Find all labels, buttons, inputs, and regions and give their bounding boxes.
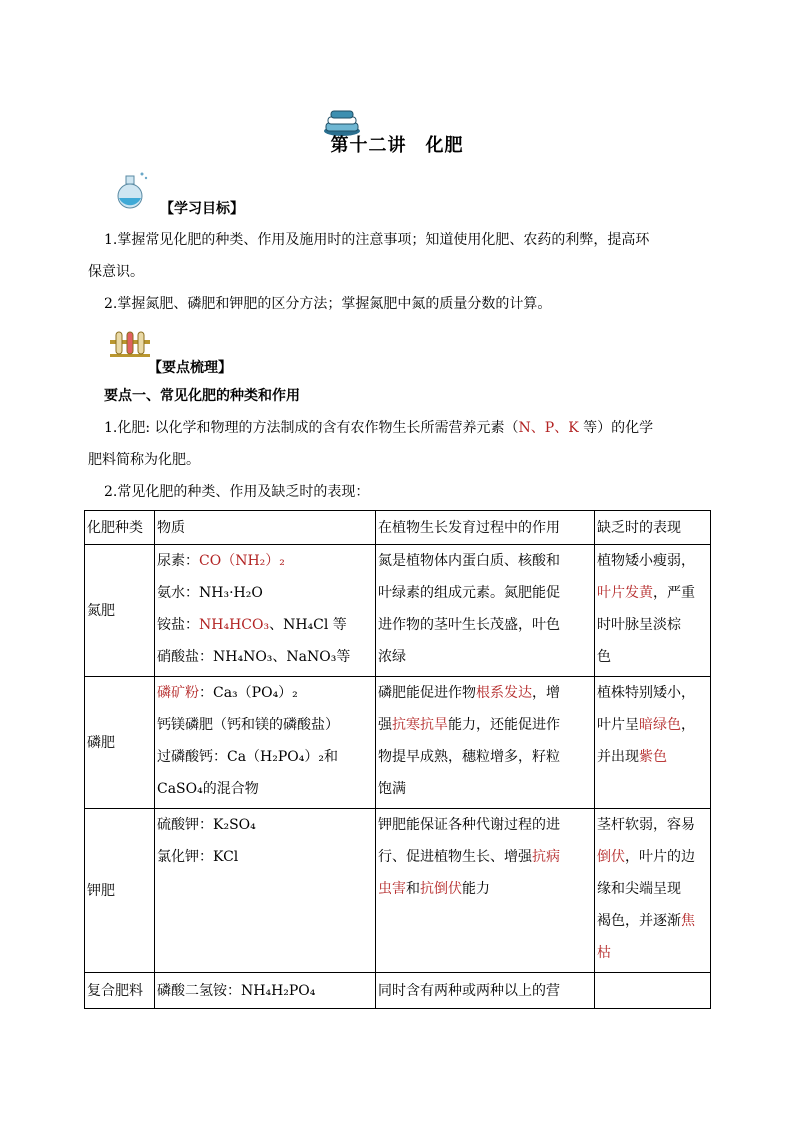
substance-nitrogen: 尿素：CO（NH₂）₂ 氨水：NH₃·H₂O 铵盐：NH₄HCO₃、NH₄Cl 等 硝酸盐：NH₄NO₃、NaNO₃等 <box>155 545 376 677</box>
header-effect: 在植物生长发育过程中的作用 <box>376 511 595 545</box>
type-potassium: 钾肥 <box>85 809 155 973</box>
point-1-title: 要点一、常见化肥的种类和作用 <box>104 388 300 404</box>
substance-compound: 磷酸二氢铵：NH₄H₂PO₄ <box>155 973 376 1009</box>
deficiency-compound <box>595 973 711 1009</box>
point-1-line-1: 1.化肥: 以化学和物理的方法制成的含有农作物生长所需营养元素（N、P、K 等）的化学 <box>104 420 654 436</box>
header-substance: 物质 <box>155 511 376 545</box>
effect-potassium: 钾肥能保证各种代谢过程的进 行、促进植物生长、增强抗病 虫害和抗倒伏能力 <box>376 809 595 973</box>
table-row-compound <box>85 973 711 1009</box>
deficiency-nitrogen: 植物矮小瘦弱， 叶片发黄，严重 时叶脉呈淡棕 色 <box>595 545 711 677</box>
goals-heading: 【学习目标】 <box>160 201 244 217</box>
effect-nitrogen: 氮是植物体内蛋白质、核酸和 叶绿素的组成元素。氮肥能促 进作物的茎叶生长茂盛，叶色 浓绿 <box>376 545 595 677</box>
goal-item-1-cont: 保意识。 <box>88 264 144 280</box>
type-compound: 复合肥料 <box>85 973 155 1009</box>
goal-item-2: 2.掌握氮肥、磷肥和钾肥的区分方法；掌握氮肥中氮的质量分数的计算。 <box>104 296 552 312</box>
type-phosphorus: 磷肥 <box>85 677 155 809</box>
page-title: 第十二讲 化肥 <box>330 135 464 156</box>
deficiency-phosphorus: 植株特别矮小， 叶片呈暗绿色， 并出现紫色 <box>595 677 711 809</box>
header-deficiency: 缺乏时的表现 <box>595 511 711 545</box>
point-2: 2.常见化肥的种类、作用及缺乏时的表现： <box>104 484 370 500</box>
header-type: 化肥种类 <box>85 511 155 545</box>
deficiency-potassium: 茎杆软弱，容易 倒伏，叶片的边 缘和尖端呈现 褐色，并逐渐焦 枯 <box>595 809 711 973</box>
table-row-phosphorus <box>85 677 711 809</box>
test-tubes-icon <box>108 330 152 358</box>
points-heading: 【要点梳理】 <box>148 360 232 376</box>
substance-phosphorus: 磷矿粉：Ca₃（PO₄）₂ 钙镁磷肥（钙和镁的磷酸盐） 过磷酸钙：Ca（H₂PO₄）₂和 CaSO₄的混合物 <box>155 677 376 809</box>
table-row-potassium <box>85 809 711 973</box>
point-1-line-2: 肥料简称为化肥。 <box>88 452 200 468</box>
table-header-row <box>85 511 711 545</box>
table-row-nitrogen <box>85 545 711 677</box>
fertilizer-table <box>84 510 711 1009</box>
effect-compound: 同时含有两种或两种以上的营 <box>376 973 595 1009</box>
substance-potassium: 硫酸钾：K₂SO₄ 氯化钾：KCl <box>155 809 376 973</box>
goal-item-1: 1.掌握常见化肥的种类、作用及施用时的注意事项；知道使用化肥、农药的利弊，提高环 <box>104 232 650 248</box>
effect-phosphorus: 磷肥能促进作物根系发达，增 强抗寒抗旱能力，还能促进作 物提早成熟，穗粒增多，籽粒 饱满 <box>376 677 595 809</box>
type-nitrogen: 氮肥 <box>85 545 155 677</box>
flask-icon <box>112 170 152 210</box>
